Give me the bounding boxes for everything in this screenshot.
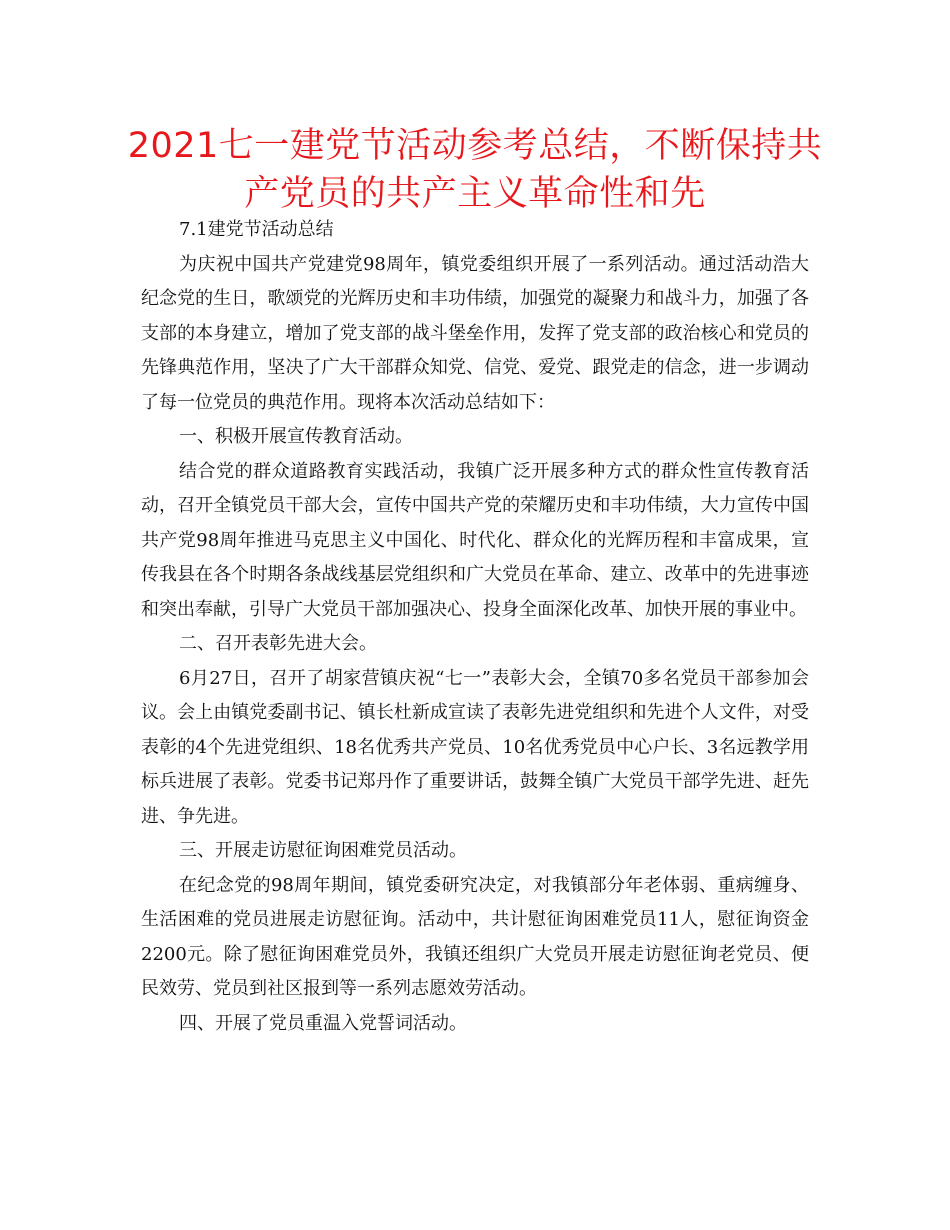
intro-paragraph: 为庆祝中国共产党建党98周年，镇党委组织开展了一系列活动。通过活动浩大纪念党的生日，歌颂党的光辉历史和丰功伟绩，加强党的凝聚力和战斗力，加强了各支部的本身建立，增加了党支部的战斗堡垒作用，发挥了党支部的政治核心和党员的先锋典范作用，坚决了广大干部群众知党、信党、爱党、跟党走的信念，进一步调动了每一位党员的典范作用。现将本次活动总结如下：	[141, 253, 809, 413]
section-body-2: 6月27日，召开了胡家营镇庆祝“七一”表彰大会，全镇70多名党员干部参加会议。会上由镇党委副书记、镇长杜新成宣读了表彰先进党组织和先进个人文件，对受表彰的4个先进党组织、18名优秀共产党员、10名优秀党员中心户长、3名远教学用标兵进展了表彰。党委书记郑丹作了重要讲话，鼓舞全镇广大党员干部学先进、赶先进、争先进。	[141, 667, 809, 827]
section-heading-1: 一、积极开展宣传教育活动。	[179, 426, 413, 447]
section-heading-3: 三、开展走访慰征询困难党员活动。	[179, 840, 467, 861]
section-subtitle: 7.1建党节活动总结	[179, 219, 334, 240]
section-body-3: 在纪念党的98周年期间，镇党委研究决定，对我镇部分年老体弱、重病缠身、生活困难的党员进展走访慰征询。活动中，共计慰征询困难党员11人，慰征询资金2200元。除了慰征询困难党员外，我镇还组织广大党员开展走访慰征询老党员、便民效劳、党员到社区报到等一系列志愿效劳活动。	[141, 874, 809, 999]
section-heading-2: 二、召开表彰先进大会。	[179, 633, 377, 654]
section-heading-4: 四、开展了党员重温入党誓词活动。	[179, 1012, 467, 1034]
document-body	[141, 213, 809, 1041]
section-body-1: 结合党的群众道路教育实践活动，我镇广泛开展多种方式的群众性宣传教育活动，召开全镇党员干部大会，宣传中国共产党的荣耀历史和丰功伟绩，大力宣传中国共产党98周年推进马克思主义中国化、时代化、群众化的光辉历程和丰富成果，宣传我县在各个时期各条战线基层党组织和广大党员在革命、建立、改革中的先进事迹和突出奉献，引导广大党员干部加强决心、投身全面深化改革、加快开展的事业中。	[141, 460, 809, 620]
document-title: 2021七一建党节活动参考总结，不断保持共产党员的共产主义革命性和先	[127, 126, 823, 214]
